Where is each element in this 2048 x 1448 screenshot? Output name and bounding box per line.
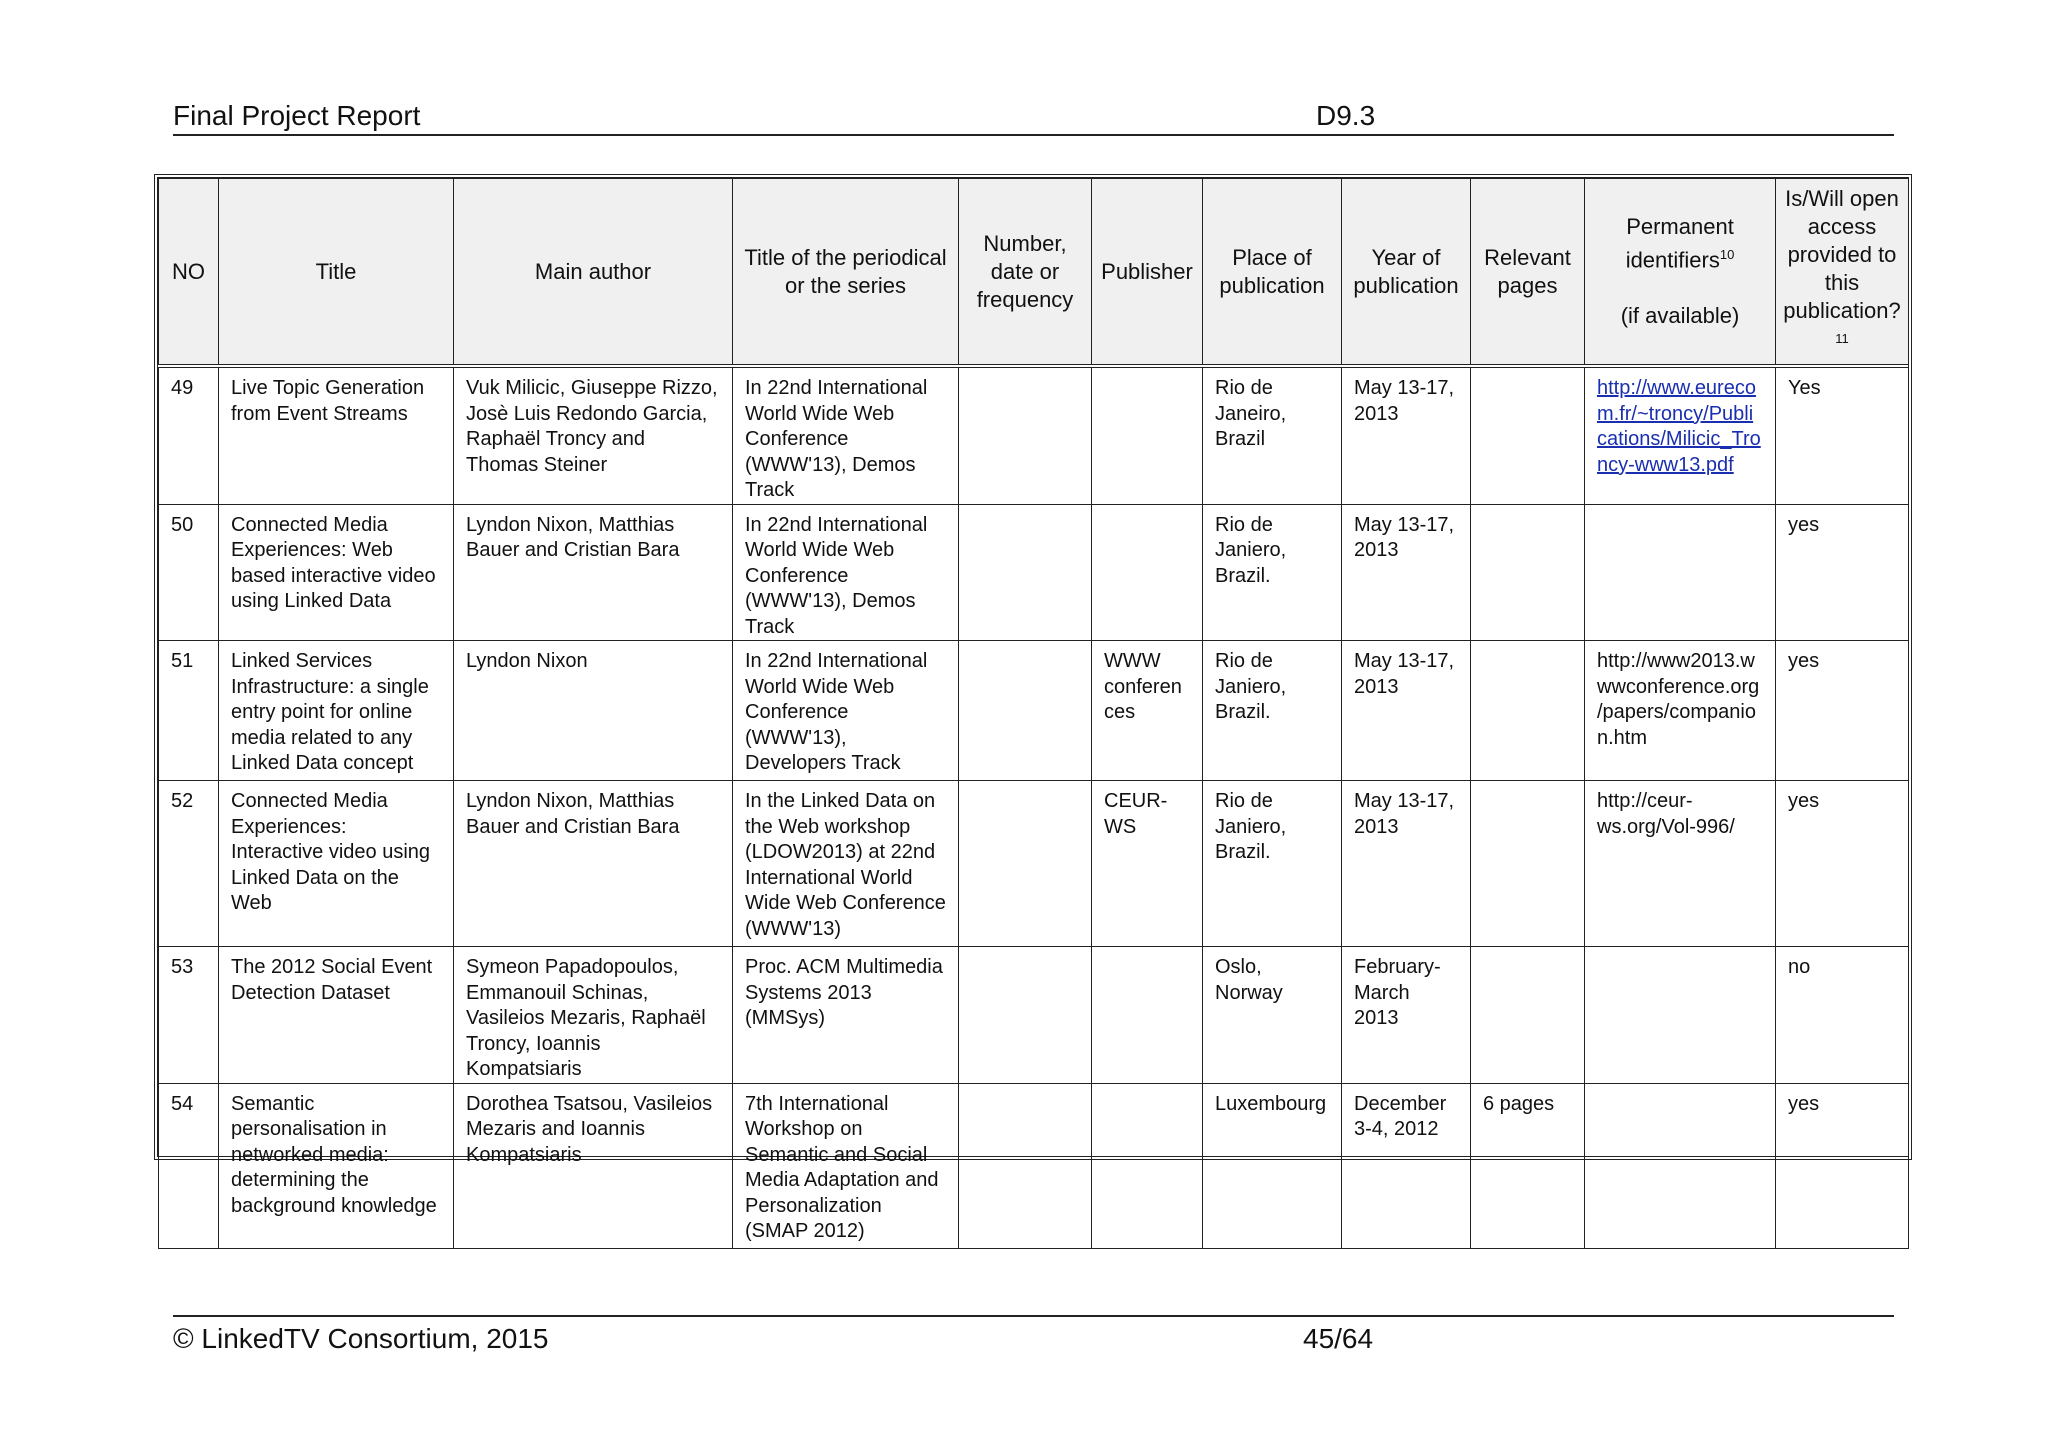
cell-year: February-March 2013 <box>1342 947 1471 1084</box>
cell-author: Lyndon Nixon, Matthias Bauer and Cristian Bara <box>454 781 733 947</box>
cell-no: 53 <box>159 947 219 1084</box>
cell-title: Connected Media Experiences: Web based interactive video using Linked Data <box>219 504 454 641</box>
cell-place: Rio de Janeiro, Brazil <box>1203 366 1342 504</box>
cell-open-access: Yes <box>1776 366 1909 504</box>
footnote-ref-11: 11 <box>1835 331 1849 346</box>
col-header-pages: Relevant pages <box>1471 179 1585 367</box>
cell-place: Oslo, Norway <box>1203 947 1342 1084</box>
cell-no: 51 <box>159 641 219 781</box>
cell-author: Symeon Papadopoulos, Emmanouil Schinas, Vasileios Mezaris, Raphaël Troncy, Ioannis Kompatsiaris <box>454 947 733 1084</box>
cell-identifier: http://www2013.wwwconference.org/papers/companion.htm <box>1585 641 1776 781</box>
col-header-identifiers-note: (if available) <box>1620 303 1740 329</box>
cell-author: Vuk Milicic, Giuseppe Rizzo, Josè Luis Redondo Garcia, Raphaël Troncy and Thomas Steiner <box>454 366 733 504</box>
col-header-publisher: Publisher <box>1092 179 1203 367</box>
cell-publisher <box>1092 947 1203 1084</box>
cell-periodical: In 22nd International World Wide Web Conference (WWW'13), Developers Track <box>733 641 959 781</box>
cell-title: The 2012 Social Event Detection Dataset <box>219 947 454 1084</box>
cell-no: 49 <box>159 366 219 504</box>
report-title: Final Project Report <box>173 100 421 131</box>
cell-title: Semantic personalisation in networked media: determining the background knowledge <box>219 1083 454 1248</box>
page-footer <box>173 1315 1894 1354</box>
cell-no: 54 <box>159 1083 219 1248</box>
cell-number <box>959 947 1092 1084</box>
col-header-periodical: Title of the periodical or the series <box>733 179 959 367</box>
cell-pages <box>1471 781 1585 947</box>
page-number: 45/64 <box>1303 1323 1374 1354</box>
col-header-number: Number, date or frequency <box>959 179 1092 367</box>
col-header-identifiers <box>1585 179 1776 367</box>
cell-author: Lyndon Nixon <box>454 641 733 781</box>
col-header-author: Main author <box>454 179 733 367</box>
cell-publisher <box>1092 504 1203 641</box>
cell-place: Luxembourg <box>1203 1083 1342 1248</box>
identifier-link[interactable]: http://www.eurecom.fr/~troncy/Publications/Milicic_Troncy-www13.pdf <box>1597 377 1761 476</box>
cell-number <box>959 366 1092 504</box>
table-row <box>159 504 1909 641</box>
cell-periodical: In the Linked Data on the Web workshop (LDOW2013) at 22nd International World Wide Web Conference (WWW'13) <box>733 781 959 947</box>
col-header-identifiers-label: Permanent identifiers <box>1625 214 1734 273</box>
cell-title: Connected Media Experiences: Interactive video using Linked Data on the Web <box>219 781 454 947</box>
cell-pages <box>1471 641 1585 781</box>
document-id: D9.3 <box>1316 100 1376 131</box>
cell-open-access: no <box>1776 947 1909 1084</box>
cell-year: May 13-17, 2013 <box>1342 641 1471 781</box>
cell-pages <box>1471 504 1585 641</box>
cell-author: Dorothea Tsatsou, Vasileios Mezaris and Ioannis Kompatsiaris <box>454 1083 733 1248</box>
cell-place: Rio de Janiero, Brazil. <box>1203 781 1342 947</box>
cell-identifier <box>1585 1083 1776 1248</box>
publications-table <box>158 178 1909 1249</box>
cell-no: 52 <box>159 781 219 947</box>
cell-number <box>959 781 1092 947</box>
cell-open-access: yes <box>1776 1083 1909 1248</box>
cell-publisher: CEUR-WS <box>1092 781 1203 947</box>
cell-open-access: yes <box>1776 504 1909 641</box>
cell-publisher <box>1092 1083 1203 1248</box>
cell-title: Linked Services Infrastructure: a single entry point for online media related to any Linked Data concept <box>219 641 454 781</box>
cell-number <box>959 1083 1092 1248</box>
col-header-year: Year of publication <box>1342 179 1471 367</box>
cell-identifier: http://ceur-ws.org/Vol-996/ <box>1585 781 1776 947</box>
col-header-place: Place of publication <box>1203 179 1342 367</box>
cell-no: 50 <box>159 504 219 641</box>
cell-title: Live Topic Generation from Event Streams <box>219 366 454 504</box>
cell-identifier <box>1585 947 1776 1084</box>
col-header-open-access <box>1776 179 1909 367</box>
cell-pages: 6 pages <box>1471 1083 1585 1248</box>
cell-pages <box>1471 366 1585 504</box>
cell-pages <box>1471 947 1585 1084</box>
cell-open-access: yes <box>1776 781 1909 947</box>
footnote-ref-10: 10 <box>1719 247 1735 262</box>
cell-periodical: 7th International Workshop on Semantic and Social Media Adaptation and Personalization (SMAP 2012) <box>733 1083 959 1248</box>
table-row <box>159 366 1909 504</box>
cell-place: Rio de Janiero, Brazil. <box>1203 504 1342 641</box>
cell-periodical: In 22nd International World Wide Web Conference (WWW'13), Demos Track <box>733 366 959 504</box>
table-row <box>159 641 1909 781</box>
cell-year: May 13-17, 2013 <box>1342 781 1471 947</box>
cell-periodical: Proc. ACM Multimedia Systems 2013 (MMSys) <box>733 947 959 1084</box>
publications-table-wrapper <box>154 174 1912 1243</box>
col-header-title: Title <box>219 179 454 367</box>
cell-number <box>959 504 1092 641</box>
table-row <box>159 781 1909 947</box>
cell-year: May 13-17, 2013 <box>1342 504 1471 641</box>
page-header <box>173 100 1894 136</box>
table-header-row <box>159 179 1909 367</box>
cell-place: Rio de Janiero, Brazil. <box>1203 641 1342 781</box>
col-header-no: NO <box>159 179 219 367</box>
cell-identifier <box>1585 504 1776 641</box>
cell-author: Lyndon Nixon, Matthias Bauer and Cristian Bara <box>454 504 733 641</box>
cell-open-access: yes <box>1776 641 1909 781</box>
table-row <box>159 1083 1909 1248</box>
col-header-open-access-label: Is/Will open access provided to this publication? <box>1783 186 1901 323</box>
cell-identifier <box>1585 366 1776 504</box>
cell-year: May 13-17, 2013 <box>1342 366 1471 504</box>
cell-publisher: WWW conferences <box>1092 641 1203 781</box>
cell-number <box>959 641 1092 781</box>
cell-periodical: In 22nd International World Wide Web Conference (WWW'13), Demos Track <box>733 504 959 641</box>
table-row <box>159 947 1909 1084</box>
cell-publisher <box>1092 366 1203 504</box>
copyright: © LinkedTV Consortium, 2015 <box>173 1323 549 1354</box>
cell-year: December 3-4, 2012 <box>1342 1083 1471 1248</box>
